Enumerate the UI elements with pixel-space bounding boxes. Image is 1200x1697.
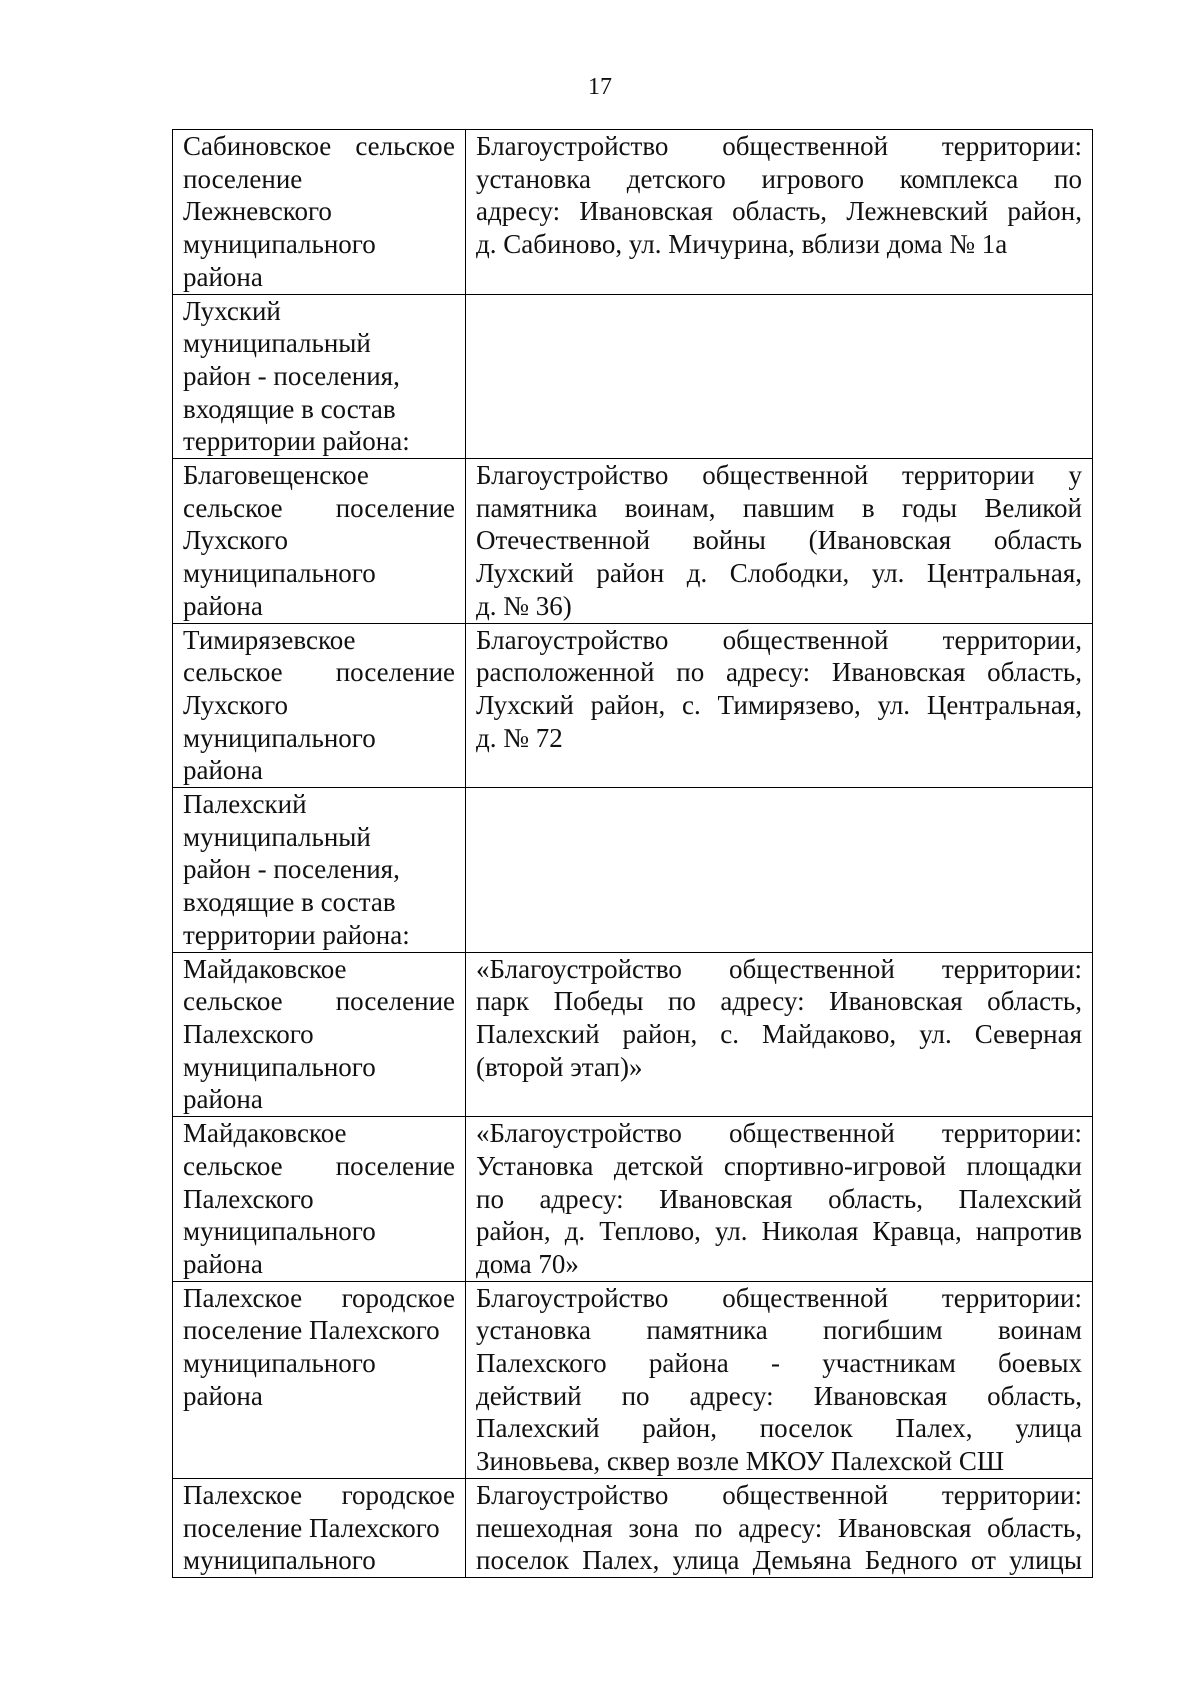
project-cell <box>466 952 1093 1117</box>
municipality-cell <box>173 294 466 459</box>
project-line: Благоустройство общественной территории: <box>476 131 1082 161</box>
project-line: Отечественной войны (Ивановская область <box>476 525 1082 556</box>
municipality-line: района <box>183 1248 263 1279</box>
project-cell <box>466 294 1093 459</box>
municipality-line: поселение Палехского <box>183 1512 440 1543</box>
project-line: Установка детской спортивно-игровой площадки <box>476 1150 1082 1181</box>
municipality-cell <box>173 130 466 295</box>
project-line: д. № 72 <box>476 722 563 753</box>
municipality-line: Лежневского <box>183 196 332 227</box>
municipality-line: сельское поселение <box>183 986 455 1017</box>
municipality-line: муниципального <box>183 1545 376 1576</box>
project-cell <box>466 788 1093 953</box>
municipality-line: муниципального <box>183 1348 376 1379</box>
project-line: район, д. Теплово, ул. Николая Кравца, напротив <box>476 1216 1082 1247</box>
municipality-line: Благовещенское <box>183 460 369 491</box>
municipality-line: муниципального <box>183 722 376 753</box>
project-line: Благоустройство общественной территории: <box>476 1282 1082 1313</box>
table-row <box>173 294 1093 459</box>
municipality-line: муниципального <box>183 1216 376 1247</box>
municipality-line: Лухского <box>183 525 288 556</box>
municipality-line: сельское поселение <box>183 657 455 688</box>
municipality-cell <box>173 788 466 953</box>
project-cell <box>466 130 1093 295</box>
project-line: Палехский район, поселок Палех, улица <box>476 1413 1082 1444</box>
municipality-line: территории района: <box>183 426 410 457</box>
table-row <box>173 952 1093 1117</box>
project-line: адресу: Ивановская область, Лежневский район, <box>476 196 1082 227</box>
table-row <box>173 1478 1093 1577</box>
municipality-line: поселение Палехского <box>183 1315 440 1346</box>
table-row <box>173 130 1093 295</box>
project-line: «Благоустройство общественной территории: <box>476 953 1082 984</box>
table-row <box>173 1117 1093 1282</box>
municipality-line: муниципального <box>183 558 376 589</box>
municipality-line: муниципальный <box>183 328 371 359</box>
project-line: поселок Палех, улица Демьяна Бедного от улицы <box>476 1545 1082 1576</box>
table-row <box>173 788 1093 953</box>
municipality-line: входящие в состав <box>183 887 396 918</box>
project-line: Лухский район д. Слободки, ул. Центральная, <box>476 558 1082 589</box>
municipality-line: района <box>183 590 263 621</box>
municipality-cell <box>173 1117 466 1282</box>
municipality-line: поселение <box>183 163 303 194</box>
municipality-line: Майдаковское <box>183 953 347 984</box>
project-line: парк Победы по адресу: Ивановская область, <box>476 986 1082 1017</box>
project-line: действий по адресу: Ивановская область, <box>476 1380 1082 1411</box>
municipality-line: Лухский <box>183 295 281 326</box>
table-body <box>173 130 1093 1578</box>
municipality-line: района <box>183 261 263 292</box>
project-line: Благоустройство общественной территории: <box>476 1479 1082 1510</box>
municipality-line: Сабиновское сельское <box>183 131 455 161</box>
municipality-cell <box>173 1281 466 1478</box>
municipality-cell <box>173 459 466 624</box>
project-line: расположенной по адресу: Ивановская область, <box>476 657 1082 688</box>
municipality-line: район - поселения, <box>183 854 400 885</box>
project-line: пешеходная зона по адресу: Ивановская область, <box>476 1512 1082 1543</box>
municipality-line: Палехское городское <box>183 1479 455 1510</box>
projects-table <box>172 129 1093 1578</box>
project-cell <box>466 459 1093 624</box>
project-cell <box>466 623 1093 788</box>
municipality-line: муниципального <box>183 229 376 260</box>
project-line: установка детского игрового комплекса по <box>476 163 1082 194</box>
table-row <box>173 623 1093 788</box>
municipality-line: Палехское городское <box>183 1282 455 1313</box>
table-row <box>173 459 1093 624</box>
municipality-cell <box>173 952 466 1117</box>
project-line: (второй этап)» <box>476 1051 643 1082</box>
municipality-line: сельское поселение <box>183 1150 455 1181</box>
municipality-line: сельское поселение <box>183 492 455 523</box>
municipality-line: района <box>183 755 263 786</box>
project-line: Зиновьева, сквер возле МКОУ Палехской СШ <box>476 1446 1005 1477</box>
project-line: Палехский район, с. Майдаково, ул. Северная <box>476 1018 1082 1049</box>
municipality-line: района <box>183 1380 263 1411</box>
project-line: Благоустройство общественной территории у <box>476 460 1082 491</box>
project-line: Лухский район, с. Тимирязево, ул. Центральная, <box>476 689 1082 720</box>
project-cell <box>466 1478 1093 1577</box>
page-number: 17 <box>588 74 612 100</box>
municipality-line: Тимирязевское <box>183 624 356 655</box>
municipality-line: муниципальный <box>183 821 371 852</box>
municipality-line: Лухского <box>183 689 288 720</box>
municipality-line: района <box>183 1084 263 1115</box>
municipality-line: территории района: <box>183 919 410 950</box>
project-line: памятника воинам, павшим в годы Великой <box>476 492 1082 523</box>
project-line: Благоустройство общественной территории, <box>476 624 1082 655</box>
project-line: Палехского района - участникам боевых <box>476 1348 1082 1379</box>
project-line: д. Сабиново, ул. Мичурина, вблизи дома № 1а <box>476 229 1008 260</box>
table-row <box>173 1281 1093 1478</box>
project-line: д. № 36) <box>476 590 572 621</box>
municipality-cell <box>173 623 466 788</box>
project-line: дома 70» <box>476 1248 579 1279</box>
municipality-line: муниципального <box>183 1051 376 1082</box>
project-cell <box>466 1281 1093 1478</box>
municipality-line: Палехского <box>183 1018 314 1049</box>
municipality-line: Палехского <box>183 1183 314 1214</box>
municipality-line: входящие в состав <box>183 393 396 424</box>
municipality-line: район - поселения, <box>183 360 400 391</box>
project-line: установка памятника погибшим воинам <box>476 1315 1082 1346</box>
project-line: «Благоустройство общественной территории: <box>476 1118 1082 1149</box>
project-line: по адресу: Ивановская область, Палехский <box>476 1183 1082 1214</box>
municipality-line: Палехский <box>183 789 307 820</box>
project-cell <box>466 1117 1093 1282</box>
municipality-line: Майдаковское <box>183 1118 347 1149</box>
municipality-cell <box>173 1478 466 1577</box>
